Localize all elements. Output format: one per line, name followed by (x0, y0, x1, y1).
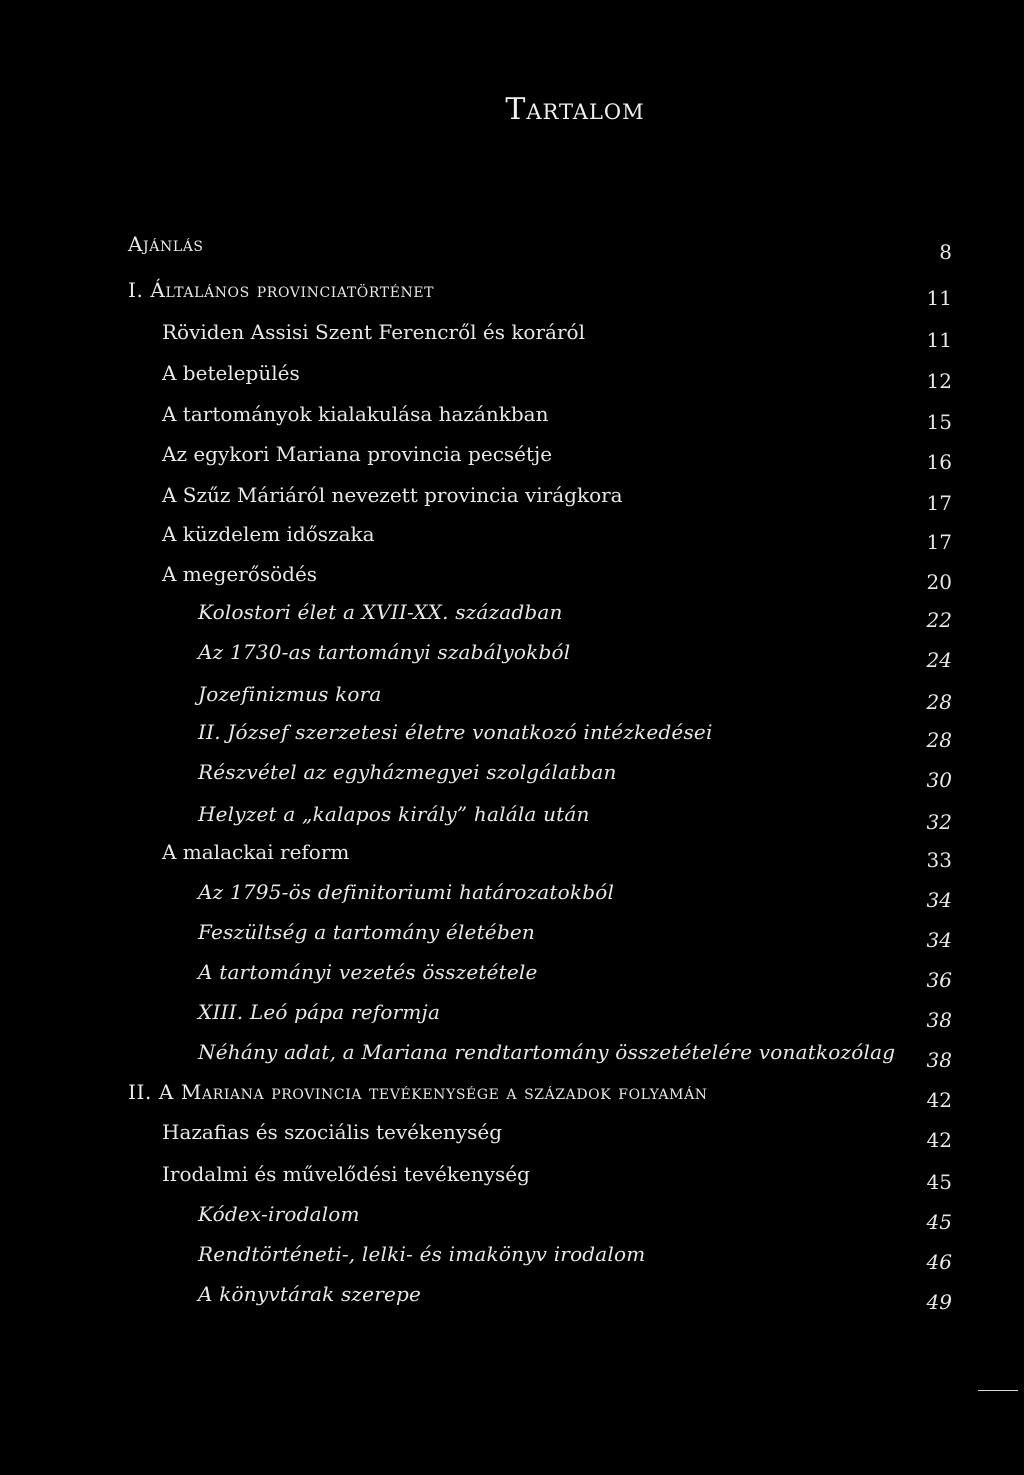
toc-entry[interactable] (0, 918, 1024, 958)
toc-entry-page-number: 34 (926, 888, 952, 912)
toc-entry-title: A Szűz Máriáról nevezett provincia virágkora (162, 483, 623, 507)
toc-entry[interactable] (0, 276, 1024, 316)
toc-entry[interactable] (0, 230, 1024, 270)
toc-entry-title: Irodalmi és művelődési tevékenység (162, 1162, 530, 1186)
toc-entry-page-number: 38 (926, 1048, 952, 1072)
toc-entry[interactable] (0, 1038, 1024, 1078)
toc-entry[interactable] (0, 440, 1024, 480)
toc-entry[interactable] (0, 598, 1024, 638)
toc-entry[interactable] (0, 958, 1024, 998)
toc-entry-title: Néhány adat, a Mariana rendtartomány összetételére vonatkozólag (198, 1040, 896, 1064)
toc-entry-title: Röviden Assisi Szent Ferencről és koráról (162, 320, 585, 344)
toc-entry-title: Hazafias és szociális tevékenység (162, 1120, 502, 1144)
toc-entry-title: A megerősödés (162, 562, 318, 586)
page-title: Tartalom (505, 92, 645, 127)
toc-entry[interactable] (0, 838, 1024, 878)
toc-entry-title: Jozefinizmus kora (198, 682, 382, 706)
toc-entry[interactable] (0, 1078, 1024, 1118)
toc-entry-title: Az egykori Mariana provincia pecsétje (162, 442, 553, 466)
toc-entry[interactable] (0, 481, 1024, 521)
toc-entry-title: A küzdelem időszaka (162, 522, 375, 546)
toc-entry-title: Az 1795-ös definitoriumi határozatokból (198, 880, 615, 904)
toc-entry-page-number: 30 (926, 768, 952, 792)
toc-entry-page-number: 28 (926, 690, 952, 714)
toc-entry-page-number: 45 (926, 1170, 952, 1194)
toc-entry-page-number: 45 (926, 1210, 952, 1234)
toc-entry-title: Ajánlás (128, 232, 204, 256)
toc-entry-title: Részvétel az egyházmegyei szolgálatban (198, 760, 617, 784)
toc-entry-page-number: 32 (926, 810, 952, 834)
toc-entry-title: II. József szerzetesi életre vonatkozó intézkedései (198, 720, 713, 744)
toc-entry-title: Feszültség a tartomány életében (198, 920, 535, 944)
toc-entry-title: Helyzet a „kalapos király” halála után (198, 802, 590, 826)
toc-entry-title: Rendtörténeti-, lelki- és imakönyv irodalom (198, 1242, 646, 1266)
toc-entry[interactable] (0, 359, 1024, 399)
footer-rule (978, 1390, 1018, 1391)
toc-entry-title: Az 1730-as tartományi szabályokból (198, 640, 571, 664)
toc-entry[interactable] (0, 1280, 1024, 1320)
toc-entry-title: A tartományok kialakulása hazánkban (162, 402, 549, 426)
toc-entry[interactable] (0, 680, 1024, 720)
toc-entry-page-number: 38 (926, 1008, 952, 1032)
toc-entry[interactable] (0, 1200, 1024, 1240)
toc-entry[interactable] (0, 520, 1024, 560)
toc-entry[interactable] (0, 400, 1024, 440)
toc-entry[interactable] (0, 560, 1024, 600)
toc-entry-page-number: 42 (926, 1128, 952, 1152)
toc-entry-page-number: 15 (926, 410, 952, 434)
toc-entry[interactable] (0, 800, 1024, 840)
toc-entry-title: A malackai reform (162, 840, 350, 864)
toc-entry[interactable] (0, 718, 1024, 758)
toc-entry-page-number: 12 (926, 369, 952, 393)
toc-entry[interactable] (0, 1240, 1024, 1280)
toc-entry-title: XIII. Leó pápa reformja (198, 1000, 441, 1024)
toc-entry-title: A könyvtárak szerepe (198, 1282, 422, 1306)
toc-entry-page-number: 42 (926, 1088, 952, 1112)
toc-entry-page-number: 11 (926, 286, 952, 310)
toc-entry[interactable] (0, 1160, 1024, 1200)
toc-entry[interactable] (0, 318, 1024, 358)
toc-entry-page-number: 22 (926, 608, 952, 632)
toc-entry-page-number: 17 (926, 530, 952, 554)
toc-entry[interactable] (0, 878, 1024, 918)
toc-entry-page-number: 11 (926, 328, 952, 352)
toc-entry-page-number: 24 (926, 648, 952, 672)
toc-entry-page-number: 33 (926, 848, 952, 872)
toc-entry-page-number: 36 (926, 968, 952, 992)
toc-entry-page-number: 20 (926, 570, 952, 594)
toc-entry-page-number: 17 (926, 491, 952, 515)
toc-entry-page-number: 46 (926, 1250, 952, 1274)
toc-entry-title: A betelepülés (162, 361, 300, 385)
toc-entry-page-number: 49 (926, 1290, 952, 1314)
toc-entry-title: Kódex-irodalom (198, 1202, 360, 1226)
toc-entry-page-number: 8 (939, 240, 952, 264)
toc-entry-title: II. A Mariana provincia tevékenysége a századok folyamán (128, 1080, 708, 1104)
toc-entry-page-number: 28 (926, 728, 952, 752)
toc-entry-page-number: 34 (926, 928, 952, 952)
toc-entry[interactable] (0, 638, 1024, 678)
toc-entry-title: A tartományi vezetés összetétele (198, 960, 538, 984)
toc-entry[interactable] (0, 998, 1024, 1038)
toc-entry-title: Kolostori élet a XVII-XX. században (198, 600, 563, 624)
toc-entry-title: I. Általános provinciatörténet (128, 278, 435, 302)
toc-entry[interactable] (0, 758, 1024, 798)
toc-entry[interactable] (0, 1118, 1024, 1158)
toc-entry-page-number: 16 (926, 450, 952, 474)
